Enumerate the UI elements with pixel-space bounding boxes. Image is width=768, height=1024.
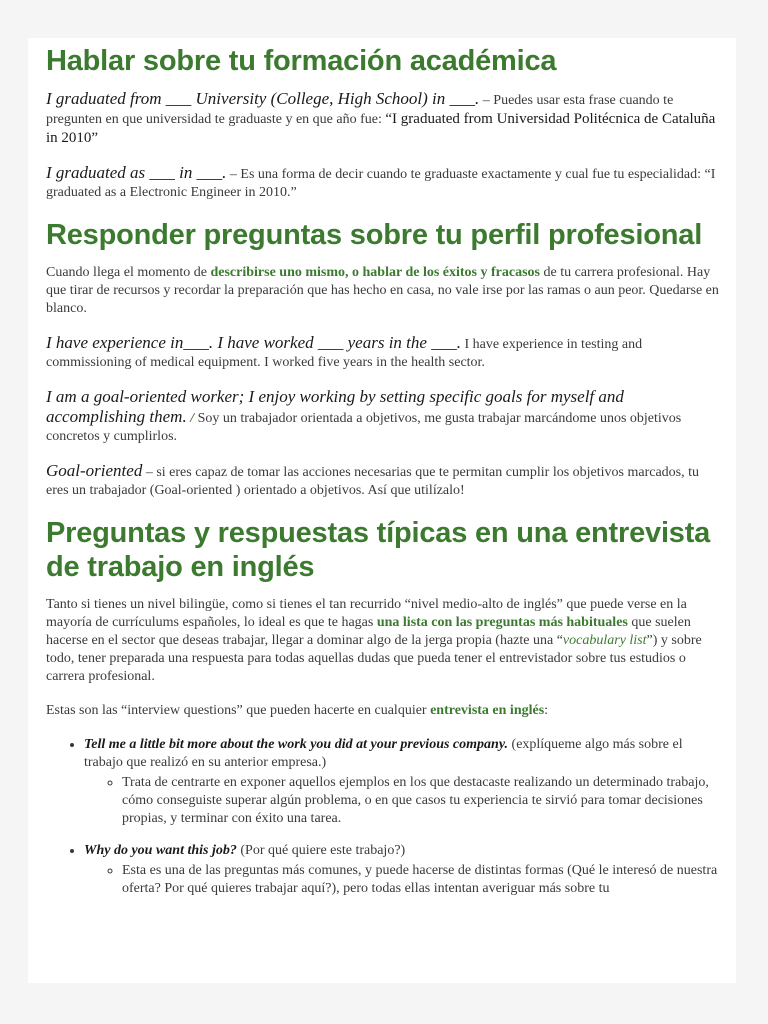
text-after-link: : xyxy=(544,703,549,718)
list-item: ◦ Esta es una de las preguntas más comunes, y puede hacerse de distintas formas (Qué le interesó de nuestra oferta? Por qué quieres trabajar aquí?), pero todas ellas intentan averiguar más sobre tu xyxy=(122,862,724,898)
question-text: Tell me a little bit more about the work you did at your previous company. xyxy=(84,737,509,752)
text-after-link: de tu carrera profesional. Hay que tirar de recursos y recordar la preparación que has hecho en casa, no vale irse por las ramas o aun peor. Quedarse en blanco. xyxy=(46,265,719,316)
explanation-text: Es una forma de decir cuando te graduaste exactamente y cual fue tu especialidad: “I graduated as a Electronic Engineer in 2010.” xyxy=(46,167,716,200)
sub-list xyxy=(84,774,724,828)
list-item xyxy=(84,736,724,828)
section-title-formacion: Hablar sobre tu formación académica xyxy=(46,45,557,77)
translation-text: Soy un trabajador orientada a objetivos, me gusta trabajar marcándome unos objetivos concretos y cumplirlos. xyxy=(46,411,682,444)
text-before-link: Cuando llega el momento de xyxy=(46,265,211,280)
question-translation: (Por qué quiere este trabajo?) xyxy=(236,843,406,858)
paragraph-graduated-from xyxy=(46,90,724,148)
phrase-graduated-from: I graduated from ___ University (College, High School) in ___. xyxy=(46,89,480,108)
paragraph-goal-oriented xyxy=(46,462,724,500)
paragraph-nivel-bilingue xyxy=(46,596,724,686)
dash: – xyxy=(479,93,494,108)
phrase-goal-oriented-worker: I am a goal-oriented worker; I enjoy working by setting specific goals for myself and accomplishing them. xyxy=(46,387,624,426)
text-before-link: Estas son las “interview questions” que pueden hacerte en cualquier xyxy=(46,703,431,718)
explanation-text: Puedes usar esta frase cuando te pregunten en que universidad te graduaste y en que año fue: xyxy=(46,93,674,127)
example-quote: “I graduated from Universidad Politécnica de Cataluña in 2010” xyxy=(46,111,716,146)
paragraph-experience xyxy=(46,334,724,372)
question-text: Why do you want this job? xyxy=(84,843,237,858)
paragraph-goal-oriented-worker xyxy=(46,388,724,446)
term-vocabulary-list: vocabulary list xyxy=(562,633,647,648)
example-text: I have experience in testing and commissioning of medical equipment. I worked five years in the health sector. xyxy=(46,337,643,370)
list-item xyxy=(84,842,724,898)
term-goal-oriented: Goal-oriented xyxy=(46,461,143,480)
paragraph-interview-questions xyxy=(46,702,724,720)
question-list xyxy=(46,736,724,828)
paragraph-describirse xyxy=(46,264,724,318)
slash-separator: / xyxy=(186,411,195,426)
phrase-experience: I have experience in___. I have worked ___ years in the ___. xyxy=(46,333,461,352)
dash: – xyxy=(226,167,241,182)
sub-list xyxy=(84,862,724,898)
link-entrevista-ingles[interactable]: entrevista en inglés xyxy=(430,703,545,718)
list-item: ◦ Trata de centrarte en exponer aquellos ejemplos en los que destacaste realizando un determinado trabajo, cómo conseguiste superar algún problema, o en que casos tu experiencia te sirvió para tomar decisiones propias, y terminar con éxito una tarea. xyxy=(122,774,724,828)
phrase-graduated-as: I graduated as ___ in ___. xyxy=(46,163,227,182)
question-translation: (explíqueme algo más sobre el trabajo que realizó en su anterior empresa.) xyxy=(84,737,683,770)
section-title-preguntas: Preguntas y respuestas típicas en una entrevista de trabajo en inglés xyxy=(46,517,711,583)
article-content xyxy=(28,38,736,983)
text-before-link: Tanto si tienes un nivel bilingüe, como si tienes el tan recurrido “nivel medio-alto de inglés” que puede verse en la mayoría de currículums españoles, lo ideal es que te hagas xyxy=(46,597,687,630)
link-lista-preguntas[interactable]: una lista con las preguntas más habituales xyxy=(376,615,628,630)
text-after: ”) y sobre todo, tener preparada una respuesta para todas aquellas dudas que pueda tener el entrevistador sobre tus estudios o carrera profesional. xyxy=(46,633,702,684)
text-middle: que suelen hacerse en el sector que deseas trabajar, llegar a dominar algo de la jerga propia (hazte una “ xyxy=(46,615,691,648)
definition-text: si eres capaz de tomar las acciones necesarias que te permitan cumplir los objetivos marcados, tu eres un trabajador (Goal-oriented ) orientado a objetivos. Así que utilízalo! xyxy=(46,465,700,498)
question-list xyxy=(46,842,724,898)
section-title-perfil: Responder preguntas sobre tu perfil profesional xyxy=(46,219,703,251)
link-describirse[interactable]: describirse uno mismo, o hablar de los éxitos y fracasos xyxy=(210,265,540,280)
dash: – xyxy=(142,465,157,480)
paragraph-graduated-as xyxy=(46,164,724,202)
